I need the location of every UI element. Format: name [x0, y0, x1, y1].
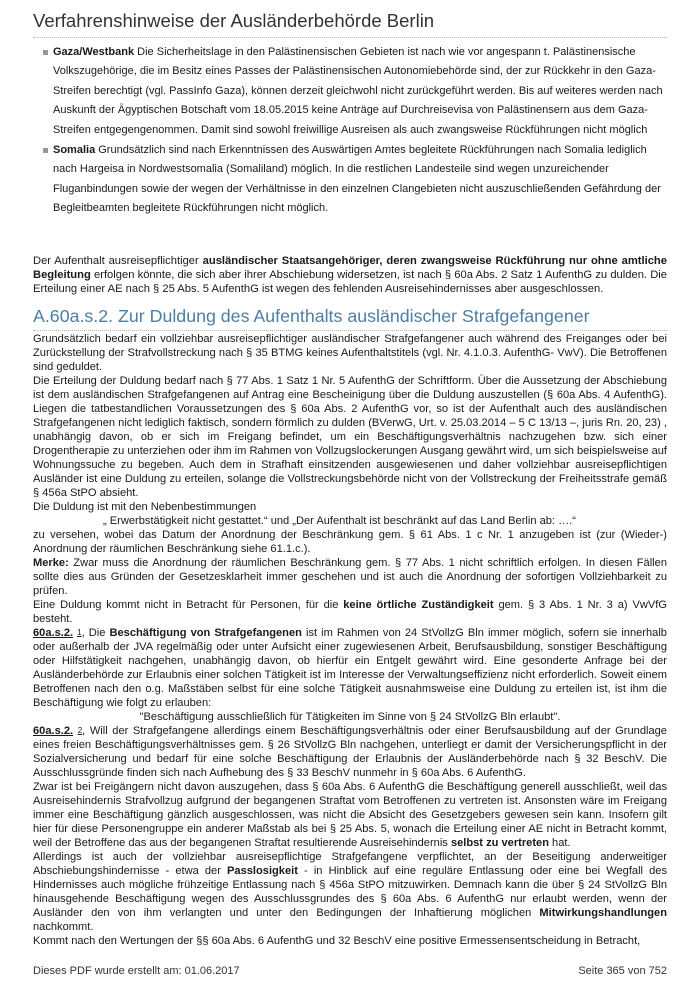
paragraph [33, 780, 667, 850]
text-run: , Die [81, 627, 110, 639]
bold-run: Passlosigkeit [227, 865, 298, 877]
paragraph [33, 850, 667, 934]
paragraph: Grundsätzlich bedarf ein vollziehbar ausreisepflichtiger ausländischer Strafgefangener auch während des Freiganges oder bei Zurückstellung der Strafvollstreckung nach § 35 BTMG keines Aufenthaltstitels (vgl. Nr. 4.1.0.3. AufenthG- VwV). Die Betroffenen sind geduldet. [33, 333, 667, 373]
text-run: hat. [548, 837, 571, 849]
text-run: Zwar ist bei Freigängern nicht davon auszugehen, dass § 60a Abs. 6 AufenthG die Beschäftigung generell ausschließt, weil das Ausreisehindernis Strafvollzug aufgrund der begangenen Straftat vom Betroffenen zu vertreten ist. Ansonsten wäre im Freigang immer eine Beschäftigung gänzlich ausgeschlossen, was nicht die Absicht des Gesetzgebers gewesen sein kann. Insofern gilt hier für diese Personengruppe ein anderer Maßstab als bei § 25 Abs. 5, wonach die Erteilung einer AE nicht in Betracht kommt, weil der Betroffene das aus der begangenen Straftat resultierende Ausreisehindernis [33, 781, 667, 849]
text-run: gem. § 3 Abs. 1 Nr. 3 a) VwVfG besteht. [33, 599, 667, 625]
page-footer [33, 965, 667, 977]
paragraph: Kommt nach den Wertungen der §§ 60a Abs. 6 AufenthG und 32 BeschV eine positive Ermessensentscheidung in Betracht, [33, 935, 641, 947]
text-run: - in Hinblick auf eine reguläre Entlassung oder eine bei Wegfall des Hindernisses auch mögliche frühzeitige Entlassung nach § 456a StPO mitzuwirken. Demnach kann die über § 24 StVollzG Bln hinausgehende Beschäftigung wegen des Ausschlussgrundes des § 60a Abs. 6 AufenthG nur erlaubt werden, wenn der Ausländer den von ihm verlangten und unter den Bedingungen der Inhaftierung möglichen [33, 865, 667, 919]
text-run: Der Aufenthalt ausreisepflichtiger [33, 255, 203, 268]
created-date: Dieses PDF wurde erstellt am: 01.06.2017 [33, 965, 240, 977]
bold-run: keine örtliche Zuständigkeit [343, 599, 494, 611]
section-body [33, 332, 667, 948]
section-ref-link[interactable]: 60a.s.2. [33, 627, 74, 639]
bold-run: ausländischer Staatsangehöriger, deren zwangsweise Rückführung nur ohne amtliche Begleitung [33, 255, 667, 282]
quoted-conditions: „ Erwerbstätigkeit nicht gestattet.“ und „Der Aufenthalt ist beschränkt auf das Land Berlin ab: ….“ [103, 515, 576, 527]
square-bullet-icon [43, 148, 48, 153]
paragraph [33, 556, 667, 598]
paragraph [33, 724, 667, 780]
country-term: Somalia [53, 144, 96, 157]
country-text: Die Sicherheitslage in den Palästinensischen Gebieten ist nach wie vor angespann t. Palästinensische Volkszugehörige, die im Besitz eines Passes der Palästinensischen Autonomiebehörde sind, der zur Rückkehr in den Gaza-Streifen berechtigt (vgl. PassInfo Gaza), können derzeit gleichwohl nicht zurückgeführt werden. Bis auf weiteres werden nach Auskunft der Ägyptischen Botschaft vom 18.05.2015 keine Anträge auf Durchreisevisa von Palästinensern aus dem Gaza-Streifen entgegengenommen. Damit sind sowohl freiwillige Ausreisen als auch zwangsweise Rückführungen nicht möglich [53, 46, 663, 136]
page-number: Seite 365 von 752 [578, 965, 667, 977]
paragraph [33, 626, 667, 710]
quoted-permission: "Beschäftigung ausschließlich für Tätigkeiten im Sinne von § 24 StVollzG Bln erlaubt". [139, 711, 561, 723]
text-run: nachkommt. [33, 921, 94, 933]
country-text: Grundsätzlich sind nach Erkenntnissen des Auswärtigen Amtes begleitete Rückführungen nach Somalia lediglich nach Hargeisa in Nordwestsomalia (Somaliland) möglich. In die restlichen Landesteile sind wegen unzureichender Fluganbindungen sowie der wegen der Verhältnisse in den einzelnen Clangebieten nicht auszuschließenden Gefährdung der Begleitbeamten begleitete Rückführungen nicht möglich. [53, 144, 661, 215]
country-term: Gaza/Westbank [53, 46, 135, 58]
bold-run: selbst zu vertreten [450, 837, 549, 849]
subsection-number[interactable]: 2 [77, 726, 83, 735]
list-item [43, 141, 667, 219]
subsection-number[interactable]: 1 [77, 628, 82, 637]
paragraph: Die Duldung ist mit den Nebenbestimmungen [33, 501, 257, 513]
paragraph [33, 598, 667, 626]
square-bullet-icon [43, 50, 48, 55]
text-run: Allerdings ist auch der vollziehbar ausreisepflichtige Strafgefangene verpflichtet, an der Beseitigung anderweitiger Abschiebungshindernisse - etwa der [33, 851, 667, 877]
page-title: Verfahrenshinweise der Ausländerbehörde Berlin [33, 10, 667, 38]
paragraph: Die Erteilung der Duldung bedarf nach § 77 Abs. 1 Satz 1 Nr. 5 AufenthG der Schriftform. Über die Aussetzung der Abschiebung ist dem ausländischen Strafgefangenen auf Antrag eine Bescheinigung über die Duldung auszustellen (§ 60a Abs. 4 AufenthG). Liegen die tatbestandlichen Voraussetzungen des § 60a Abs. 2 AufenthG vor, so ist der Aufenthalt auch des ausländischen Strafgefangenen nicht lediglich faktisch, sondern förmlich zu dulden (BVerwG, Urt. v. 25.03.2014 – 5 C 13/13 –, juris Rn. 20, 23) , unabhängig davon, ob er sich im Freigang befindet, um ein Beschäftigungsverhältnis nachzugehen bzw. sich einer Drogentherapie zu unterziehen oder ihm im Rahmen von Vollzugslockerungen Ausgang gewährt wird, um sich beispielsweise auf Wohnungssuche zu begeben. Auch dem in Strafhaft einsitzenden ausgewiesenen und daher vollziehbar ausreisepflichtigen Ausländer ist eine Duldung zu erteilen, solange die Vollstreckungsbehörde nicht von der Vollstreckung der Freiheitsstrafe gemäß § 456a StPO absieht. [33, 375, 667, 499]
text-run: Zwar muss die Anordnung der räumlichen Beschränkung gem. § 77 Abs. 1 nicht schriftlich erfolgen. In diesen Fällen sollte dies aus Gründen der Gesetzesklarheit immer geschehen und ist auch die Anordnung der sofortigen Vollziehbarkeit zu prüfen. [33, 557, 667, 597]
section-ref-link[interactable]: 60a.s.2. [33, 725, 74, 737]
list-item [43, 43, 667, 140]
bold-run: Mitwirkungshandlungen [539, 907, 667, 919]
text-run: Eine Duldung kommt nicht in Betracht für Personen, für die [33, 599, 344, 611]
paragraph [33, 254, 667, 296]
bold-run: Beschäftigung von Strafgefangenen [109, 627, 302, 639]
text-run: erfolgen könnte, die sich aber ihrer Abschiebung widersetzen, ist nach § 60a Abs. 2 Satz 1 AufenthG zu dulden. Die Erteilung einer AE nach § 25 Abs. 5 AufenthG ist wegen des fehlenden Ausreisehindernisses aber ausgeschlossen. [33, 269, 667, 296]
text-run: ist im Rahmen von 24 StVollzG Bln immer möglich, sofern sie innerhalb oder außerhalb der JVA regelmäßig oder unter Aufsicht einer zugewiesenen Arbeit, Berufsausbildung, sonstiger Beschäftigung oder Hilfstätigkeit nachgehen, unabhängig davon, ob hierfür ein Entgelt gewährt wird. Eine gesonderte Anfrage bei der Ausländerbehörde zur Erlaubnis einer solchen Tätigkeit ist im Interesse der Verwaltungseffizienz nicht erforderlich. Soweit einem Betroffenen nach den o.g. Maßstäben selbst für eine solche Tätigkeit ausnahmsweise eine Duldung zu erteilen ist, ist ihm die Beschäftigung wie folgt zu erlauben: [33, 627, 667, 709]
text-run: , Will der Strafgefangene allerdings einem Beschäftigungsverhältnis oder einer Berufsausbildung auf der Grundlage eines freien Beschäftigungsverhältnisses gem. § 26 StVollzG Bln nachgehen, unterliegt er damit der Versicherungspflicht in der Sozialversicherung und bedarf für eine solche Beschäftigung der Erlaubnis der Ausländerbehörde nach § 32 BeschV. Die Ausschlussgründe finden sich nach Aufhebung des § 33 BeschV nunmehr in § 60a Abs. 6 AufenthG. [33, 725, 667, 779]
note-label: Merke: [33, 557, 69, 569]
section-heading: A.60a.s.2. Zur Duldung des Aufenthalts ausländischer Strafgefangener [33, 306, 667, 331]
paragraph: zu versehen, wobei das Datum der Anordnung der Beschränkung gem. § 61 Abs. 1 c Nr. 1 anzugeben ist (zur (Wieder-) Anordnung der räumlichen Beschränkung siehe 61.1.c.). [33, 529, 667, 555]
country-list [43, 43, 667, 219]
